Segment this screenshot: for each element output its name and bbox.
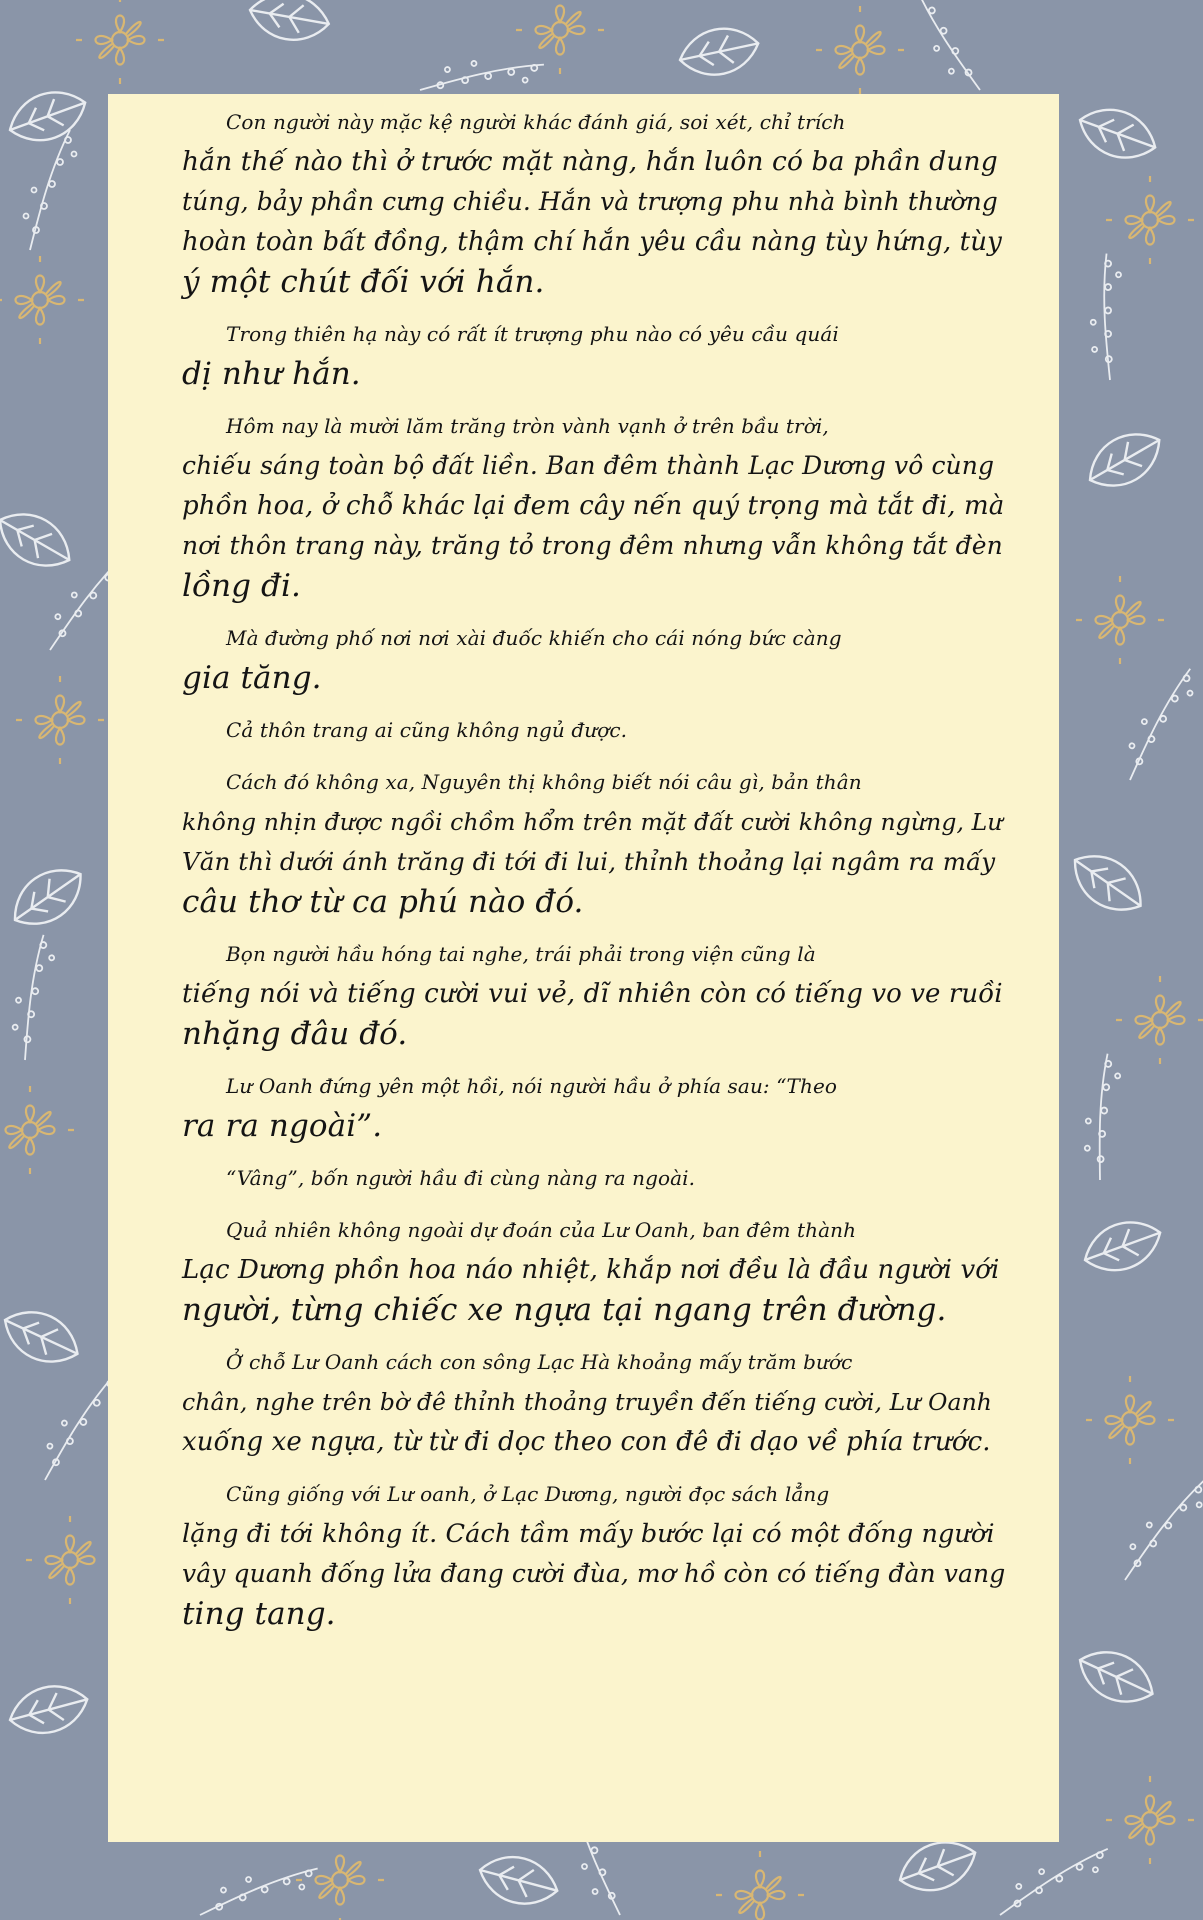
paragraph-1 bbox=[182, 102, 1005, 302]
text-line: Lư Oanh đứng yên một hồi, nói người hầu ở phía sau: “Theo bbox=[226, 1074, 838, 1098]
text-line: dị như hắn. bbox=[182, 356, 361, 392]
text-line: không nhịn được ngồi chồm hổm trên mặt đất cười không ngừng, Lư bbox=[182, 808, 1003, 836]
paragraph-5 bbox=[182, 710, 1005, 750]
text-line: hoàn toàn bất đồng, thậm chí hắn yêu cầu nàng tùy hứng, tùy bbox=[182, 227, 1002, 257]
text-line: lặng đi tới không ít. Cách tầm mấy bước lại có một đống người bbox=[182, 1519, 995, 1549]
paragraph-3 bbox=[182, 406, 1005, 606]
text-line: “Vâng”, bốn người hầu đi cùng nàng ra ngoài. bbox=[226, 1166, 696, 1190]
text-line: gia tăng. bbox=[182, 660, 322, 696]
text-line: ting tang. bbox=[182, 1596, 336, 1632]
text-line: nhặng đâu đó. bbox=[182, 1016, 408, 1052]
text-line: Con người này mặc kệ người khác đánh giá, soi xét, chỉ trích bbox=[226, 110, 846, 134]
text-line: phồn hoa, ở chỗ khác lại đem cây nến quý trọng mà tắt đi, mà bbox=[182, 491, 1005, 521]
text-line: nơi thôn trang này, trăng tỏ trong đêm nhưng vẫn không tắt đèn bbox=[182, 531, 1003, 560]
text-line: Cũng giống với Lư oanh, ở Lạc Dương, người đọc sách lẳng bbox=[226, 1482, 830, 1506]
text-line: câu thơ từ ca phú nào đó. bbox=[182, 884, 584, 920]
text-line: hắn thế nào thì ở trước mặt nàng, hắn luôn có ba phần dung bbox=[182, 146, 998, 177]
text-line: Văn thì dưới ánh trăng đi tới đi lui, thỉnh thoảng lại ngâm ra mấy bbox=[182, 847, 996, 876]
paragraph-2 bbox=[182, 314, 1005, 394]
paragraph-11 bbox=[182, 1342, 1005, 1462]
paragraph-8 bbox=[182, 1066, 1005, 1146]
text-line: ý một chút đối với hắn. bbox=[182, 264, 545, 300]
text-line: Trong thiên hạ này có rất ít trượng phu nào có yêu cầu quái bbox=[226, 322, 839, 346]
text-line: túng, bảy phần cưng chiều. Hắn và trượng phu nhà bình thường bbox=[182, 187, 998, 216]
paragraph-6 bbox=[182, 762, 1005, 922]
text-line: tiếng nói và tiếng cười vui vẻ, dĩ nhiên còn có tiếng vo ve ruồi bbox=[182, 979, 1003, 1009]
text-line: Lạc Dương phồn hoa náo nhiệt, khắp nơi đều là đầu người với bbox=[182, 1255, 1000, 1285]
text-line: lồng đi. bbox=[182, 568, 301, 604]
paragraph-10 bbox=[182, 1210, 1005, 1330]
text-line: ra ra ngoài”. bbox=[182, 1108, 383, 1144]
text-line: Hôm nay là mười lăm trăng tròn vành vạnh ở trên bầu trời, bbox=[226, 414, 829, 438]
text-line: Bọn người hầu hóng tai nghe, trái phải trong viện cũng là bbox=[226, 942, 816, 966]
paragraph-12 bbox=[182, 1474, 1005, 1634]
text-page bbox=[108, 94, 1059, 1842]
paragraph-9 bbox=[182, 1158, 1005, 1198]
text-line: Quả nhiên không ngoài dự đoán của Lư Oanh, ban đêm thành bbox=[226, 1218, 857, 1242]
text-line: người, từng chiếc xe ngựa tại ngang trên đường. bbox=[182, 1292, 947, 1328]
text-line: xuống xe ngựa, từ từ đi dọc theo con đê đi dạo về phía trước. bbox=[182, 1427, 991, 1457]
text-line: vây quanh đống lửa đang cười đùa, mơ hồ còn có tiếng đàn vang bbox=[182, 1559, 1006, 1588]
text-line: Cả thôn trang ai cũng không ngủ được. bbox=[226, 718, 628, 742]
paragraph-7 bbox=[182, 934, 1005, 1054]
text-line: Mà đường phố nơi nơi xài đuốc khiến cho cái nóng bức càng bbox=[226, 626, 842, 650]
text-line: Cách đó không xa, Nguyên thị không biết nói câu gì, bản thân bbox=[226, 770, 862, 794]
text-line: chân, nghe trên bờ đê thỉnh thoảng truyền đến tiếng cười, Lư Oanh bbox=[182, 1388, 993, 1416]
text-line: chiếu sáng toàn bộ đất liền. Ban đêm thành Lạc Dương vô cùng bbox=[182, 451, 995, 480]
paragraph-4 bbox=[182, 618, 1005, 698]
text-line: Ở chỗ Lư Oanh cách con sông Lạc Hà khoảng mấy trăm bước bbox=[226, 1350, 853, 1374]
